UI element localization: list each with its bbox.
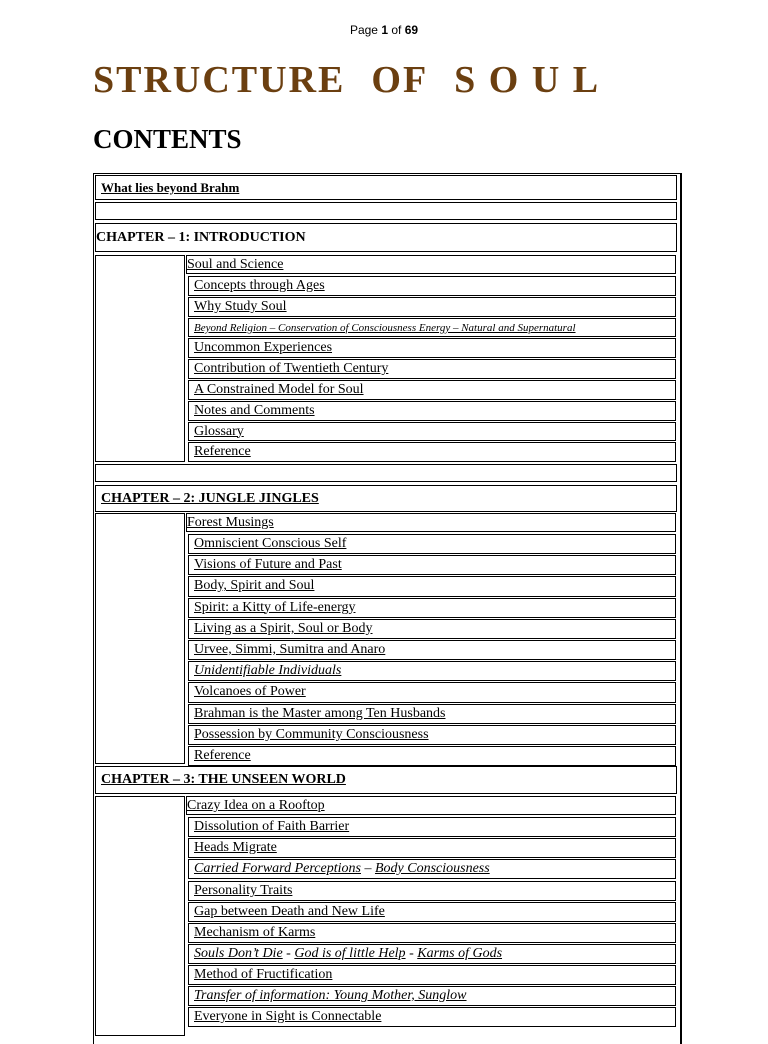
toc-item[interactable]: Soul and Science — [186, 255, 676, 274]
toc-item[interactable]: Omniscient Conscious Self — [188, 534, 676, 554]
toc-item[interactable]: A Constrained Model for Soul — [188, 380, 676, 400]
toc-item[interactable]: Gap between Death and New Life — [188, 902, 676, 922]
toc-spacer — [95, 202, 677, 220]
toc-item[interactable]: Transfer of information: Young Mother, Sunglow — [188, 986, 676, 1006]
toc-item[interactable]: Brahman is the Master among Ten Husbands — [188, 704, 676, 724]
toc-item[interactable]: Contribution of Twentieth Century — [188, 359, 676, 379]
toc-spacer — [95, 464, 677, 482]
toc-indent-cell — [95, 513, 185, 764]
toc-chapter-3-heading[interactable]: CHAPTER – 3: THE UNSEEN WORLD — [95, 766, 677, 794]
toc-item[interactable]: Mechanism of Karms — [188, 923, 676, 943]
toc-item[interactable]: Heads Migrate — [188, 838, 676, 858]
toc-item[interactable]: Souls Don’t Die - God is of little Help - Karms of Gods — [188, 944, 676, 964]
toc-item[interactable]: Reference — [188, 746, 676, 766]
toc-item[interactable]: Spirit: a Kitty of Life-energy — [188, 598, 676, 618]
toc-row-intro[interactable]: What lies beyond Brahm — [95, 175, 677, 200]
toc-item[interactable]: Method of Fructification — [188, 965, 676, 985]
toc-item[interactable]: Personality Traits — [188, 881, 676, 901]
toc-item[interactable]: Glossary — [188, 422, 676, 442]
toc-item[interactable]: Body, Spirit and Soul — [188, 576, 676, 596]
page-number-header: Page 1 of 69 — [349, 23, 419, 37]
toc-item[interactable]: Concepts through Ages — [188, 276, 676, 296]
toc-item[interactable]: Uncommon Experiences — [188, 338, 676, 358]
toc-item[interactable]: Unidentifiable Individuals — [188, 661, 676, 681]
toc-item[interactable]: Possession by Community Consciousness — [188, 725, 676, 745]
toc-item[interactable]: Visions of Future and Past — [188, 555, 676, 575]
toc-item[interactable]: Notes and Comments — [188, 401, 676, 421]
toc-indent-cell — [95, 255, 185, 462]
toc-item[interactable]: Crazy Idea on a Rooftop — [186, 796, 676, 815]
document-title: STRUCTURE OF S O U L — [93, 59, 601, 101]
toc-item[interactable]: Reference — [188, 442, 676, 462]
toc-item[interactable]: Living as a Spirit, Soul or Body — [188, 619, 676, 639]
toc-chapter-2-heading[interactable]: CHAPTER – 2: JUNGLE JINGLES — [95, 485, 677, 512]
contents-heading: CONTENTS — [93, 124, 242, 154]
toc-item[interactable]: Volcanoes of Power — [188, 682, 676, 702]
toc-item[interactable]: Beyond Religion – Conservation of Consciousness Energy – Natural and Supernatural — [188, 318, 676, 338]
toc-chapter-1-heading[interactable]: CHAPTER – 1: INTRODUCTION — [95, 223, 677, 252]
toc-item[interactable]: Everyone in Sight is Connectable — [188, 1007, 676, 1027]
toc-item[interactable]: Urvee, Simmi, Sumitra and Anaro — [188, 640, 676, 660]
toc-item[interactable]: Why Study Soul — [188, 297, 676, 317]
toc-item[interactable]: Forest Musings — [186, 513, 676, 532]
toc-item[interactable]: Carried Forward Perceptions – Body Consciousness — [188, 859, 676, 879]
toc-indent-cell — [95, 796, 185, 1036]
toc-item[interactable]: Dissolution of Faith Barrier — [188, 817, 676, 837]
